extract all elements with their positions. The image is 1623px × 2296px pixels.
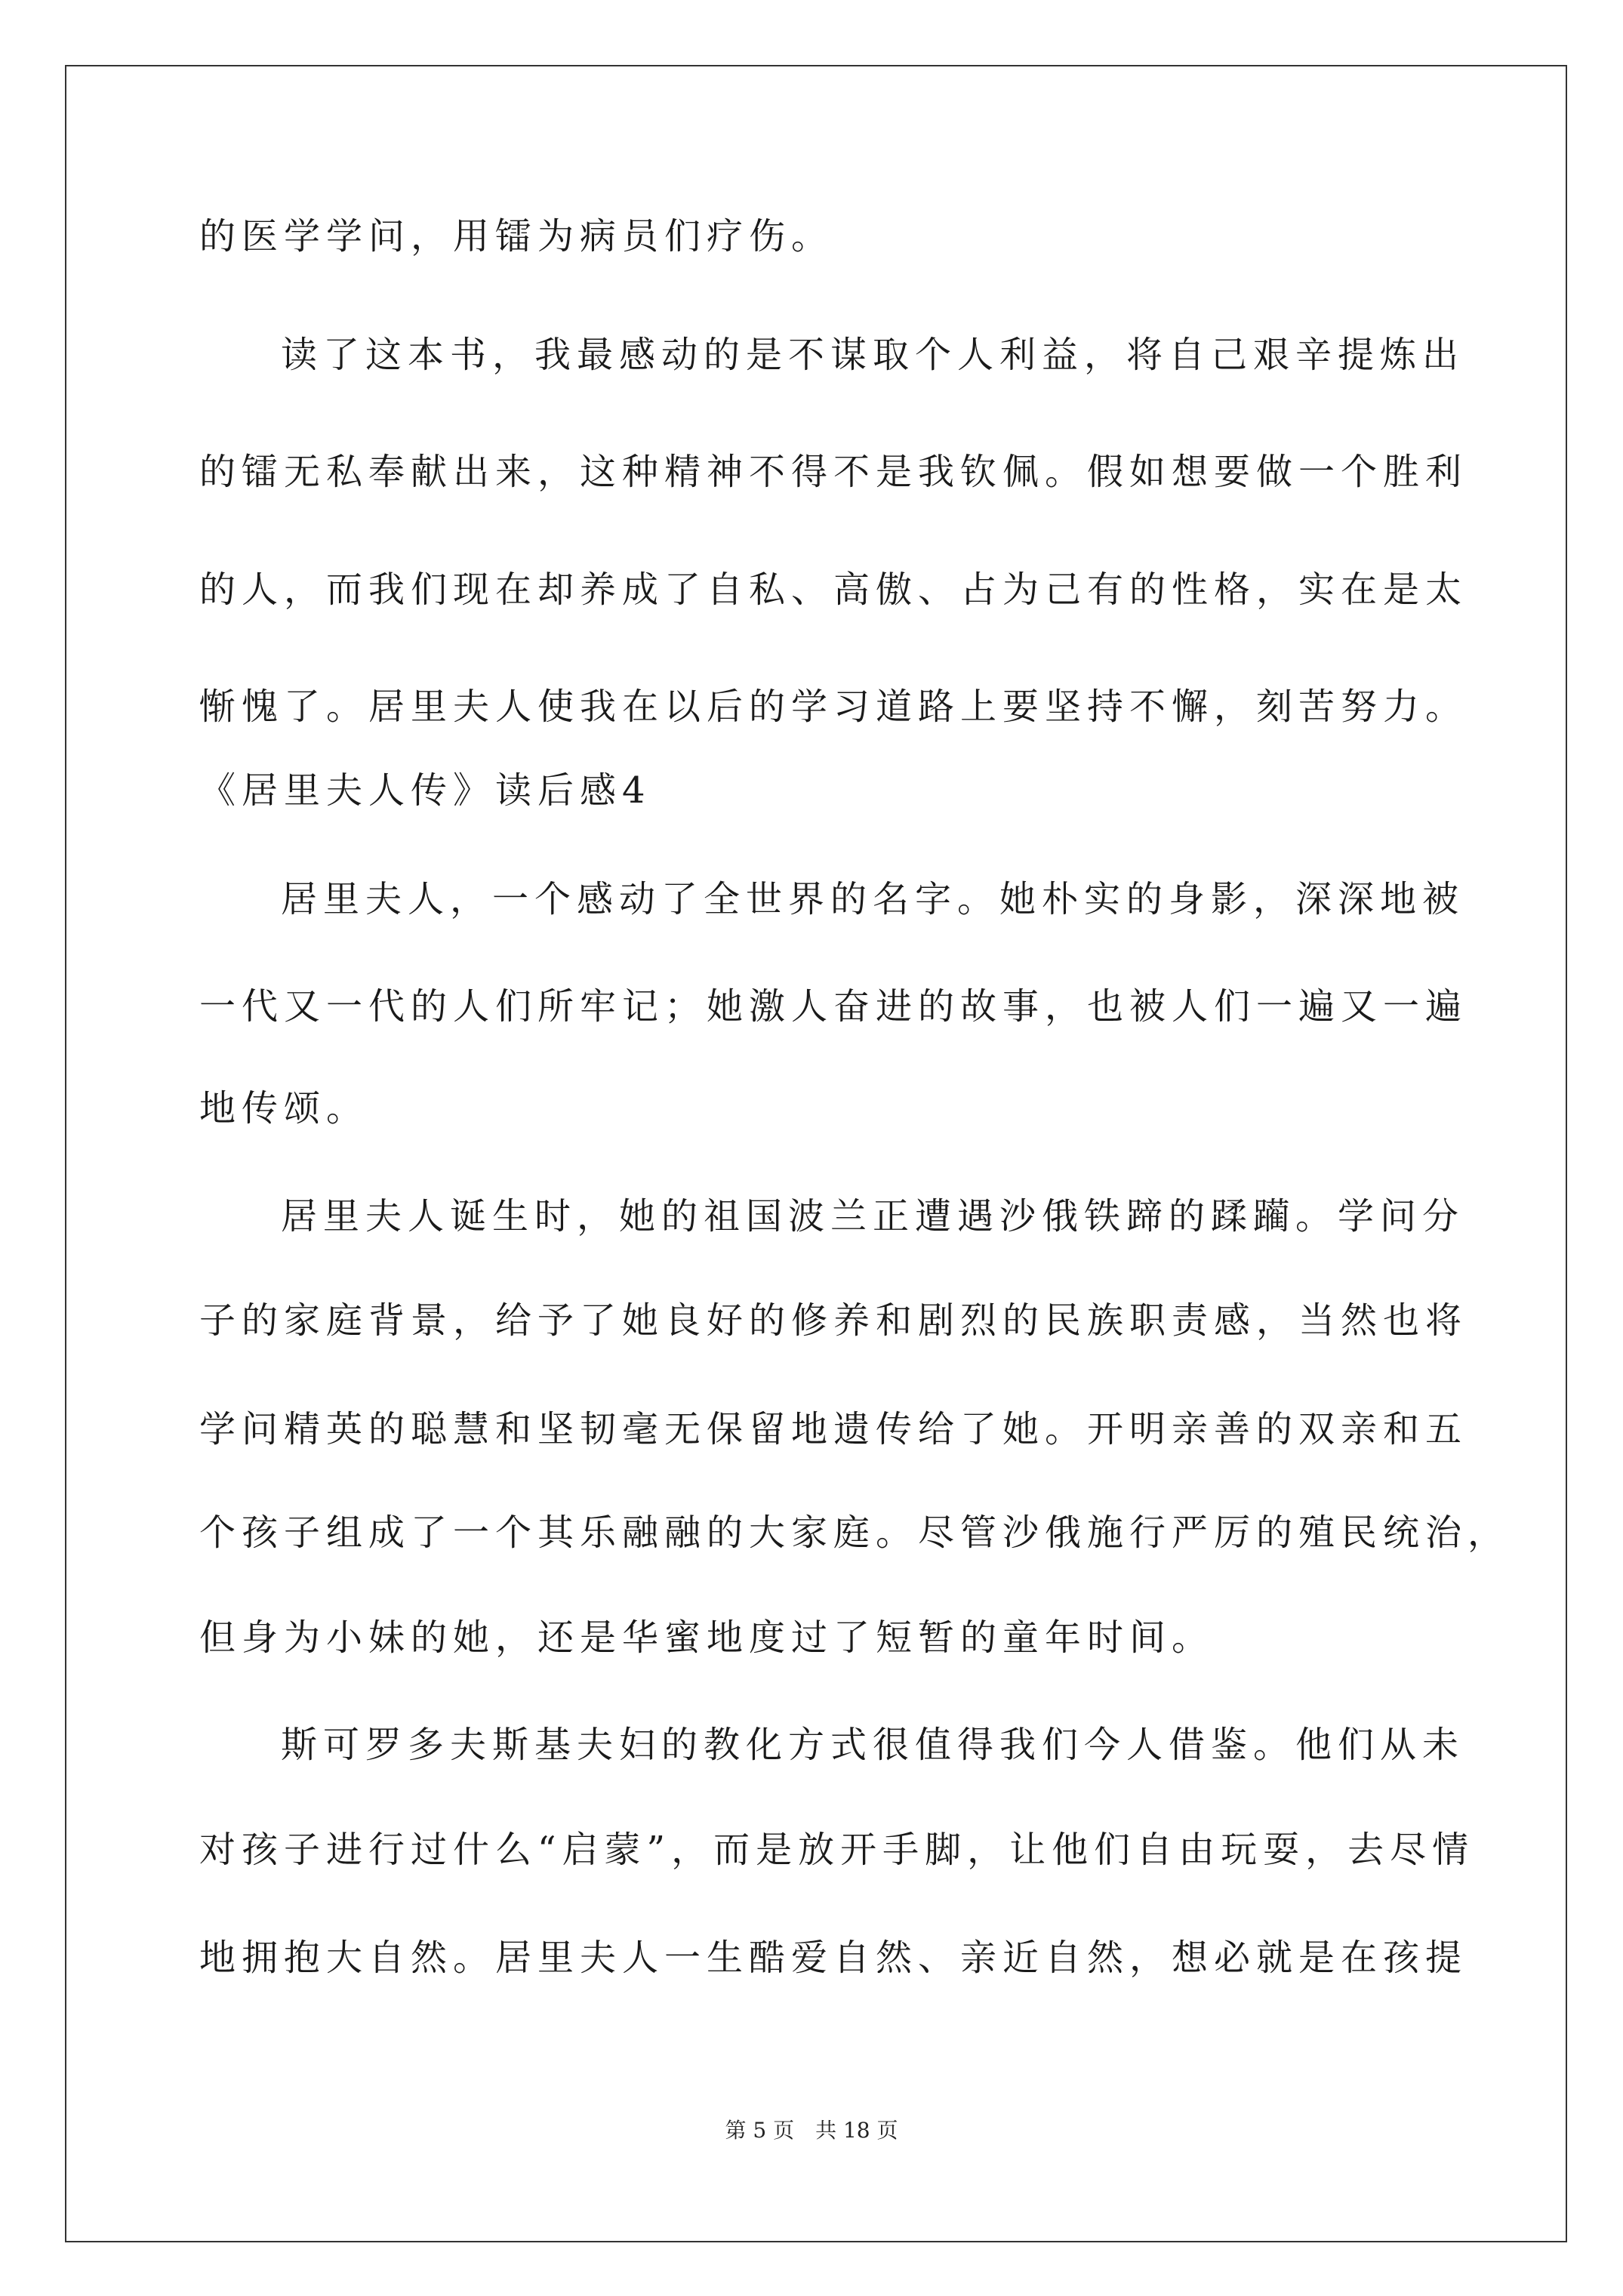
paragraph-line: 斯可罗多夫斯基夫妇的教化方式很值得我们今人借鉴。他们从未 [281,1724,1465,1766]
page-border [65,65,1567,2242]
text-line: 但身为小妹的她，还是华蜜地度过了短暂的童年时间。 [199,1616,1215,1659]
text-line: 的医学学问，用镭为病员们疗伤。 [199,215,834,257]
text-line: 学问精英的聪慧和坚韧毫无保留地遗传给了她。开明亲善的双亲和五 [199,1408,1468,1450]
text-line: 子的家庭背景，给予了她良好的修养和剧烈的民族职责感，当然也将 [199,1299,1468,1342]
paragraph-line: 读了这本书，我最感动的是不谋取个人利益，将自己艰辛提炼出 [281,334,1465,376]
text-line: 对孩子进行过什么“启蒙”，而是放开手脚，让他们自由玩耍，去尽情 [199,1829,1475,1871]
text-line: 一代又一代的人们所牢记；她激人奋进的故事，也被人们一遍又一遍 [199,985,1468,1028]
text-line: 的镭无私奉献出来，这种精神不得不是我钦佩。假如想要做一个胜利 [199,451,1468,493]
page-number: 第 5 页 共 18 页 [725,2118,898,2143]
text-line: 地传颂。 [199,1087,369,1130]
text-line: 地拥抱大自然。居里夫人一生酷爱自然、亲近自然，想必就是在孩提 [199,1937,1468,1979]
text-line: 惭愧了。居里夫人使我在以后的学习道路上要坚持不懈，刻苦努力。 [199,686,1468,728]
paragraph-line: 居里夫人诞生时，她的祖国波兰正遭遇沙俄铁蹄的蹂躏。学问分 [281,1195,1465,1237]
text-line: 个孩子组成了一个其乐融融的大家庭。尽管沙俄施行严厉的殖民统治， [199,1512,1511,1554]
text-line: 的人，而我们现在却养成了自私、高傲、占为己有的性格，实在是太 [199,569,1468,611]
section-heading: 《居里夫人传》读后感4 [199,769,651,812]
paragraph-line: 居里夫人，一个感动了全世界的名字。她朴实的身影，深深地被 [281,878,1465,920]
